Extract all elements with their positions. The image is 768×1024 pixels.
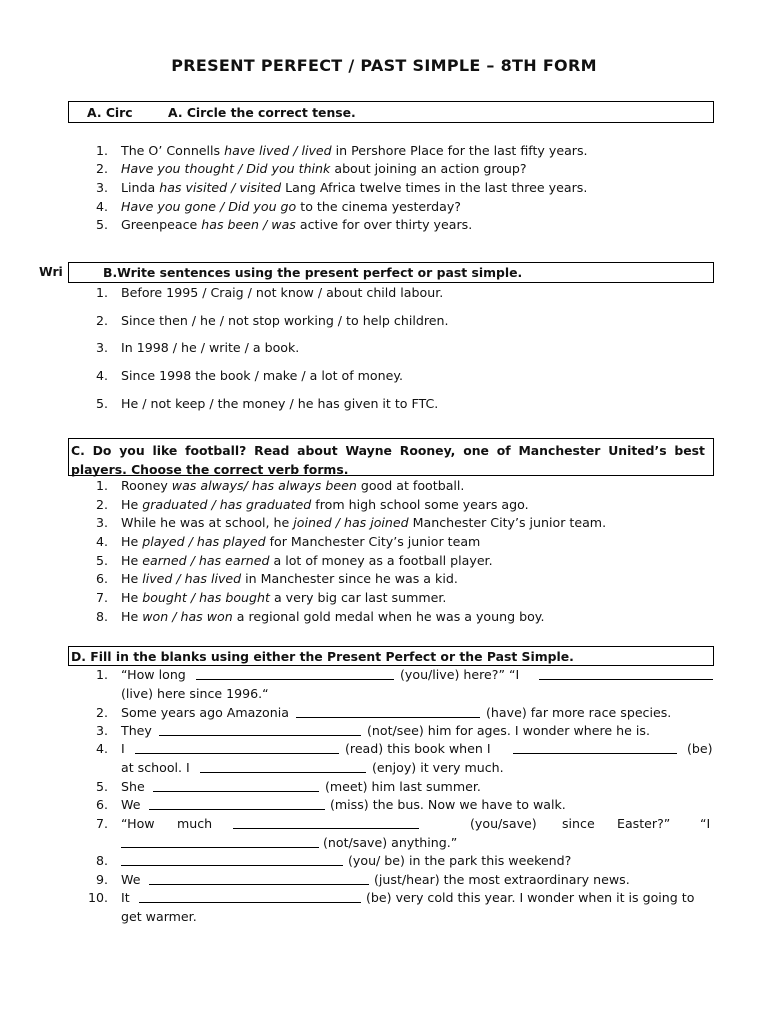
list-item (121, 217, 472, 232)
blank-text: “I (700, 816, 711, 831)
blank-text: I (121, 741, 125, 756)
blank-text: (you/save) (470, 816, 537, 831)
blank-text: We (121, 872, 141, 887)
tense-choice[interactable]: was always/ has always been (171, 478, 357, 493)
item-text: Linda (121, 180, 160, 195)
blank-text: “How long (121, 667, 186, 682)
item-text: While he was at school, he (121, 515, 294, 530)
tense-choice[interactable]: has been / was (201, 217, 296, 232)
blank-text: She (121, 779, 145, 794)
item-number: 1. (95, 143, 108, 158)
item-number: 5. (95, 779, 108, 794)
item-number: 2. (95, 313, 108, 328)
page-title: PRESENT PERFECT / PAST SIMPLE – 8TH FORM (171, 56, 597, 75)
item-text: Lang Africa twelve times in the last three years. (281, 180, 588, 195)
item-number: 2. (95, 705, 108, 720)
item-text: He (121, 497, 143, 512)
tense-choice[interactable]: has visited / visited (159, 180, 282, 195)
answer-blank[interactable] (196, 667, 394, 680)
tense-choice[interactable]: bought / has bought (142, 590, 270, 605)
blank-text: since (562, 816, 595, 831)
tense-choice[interactable]: played / has played (142, 534, 266, 549)
tense-choice[interactable]: won / has won (142, 609, 233, 624)
item-text: The O’ Connells (121, 143, 225, 158)
item-number: 5. (95, 553, 108, 568)
section-d-heading-box (68, 646, 714, 666)
item-text: from high school some years ago. (311, 497, 529, 512)
tense-choice[interactable]: lived / has lived (142, 571, 242, 586)
section-c-heading-box (68, 438, 714, 476)
item-number: 1. (95, 478, 108, 493)
section-a-fragment: A. Circ (87, 105, 133, 120)
item-number: 8. (95, 609, 108, 624)
item-number: 1. (95, 285, 108, 300)
answer-blank[interactable] (149, 797, 325, 810)
answer-blank[interactable] (121, 853, 343, 866)
item-text: Rooney (121, 478, 172, 493)
section-c-heading: C. Do you like football? Read about Wayne Rooney, one of Manchester United’s best players. Choose the correct verb forms. (71, 443, 705, 477)
item-text: Greenpeace (121, 217, 202, 232)
item-number: 2. (95, 497, 108, 512)
item-text: Manchester City’s junior team. (408, 515, 607, 530)
list-item (121, 553, 493, 568)
blank-text: (you/live) here?” “I (400, 667, 520, 682)
item-number: 8. (95, 853, 108, 868)
list-item (121, 590, 446, 605)
blank-text: at school. I (121, 760, 190, 775)
item-number: 4. (95, 368, 108, 383)
item-text: good at football. (356, 478, 465, 493)
blank-text: (just/hear) the most extraordinary news. (374, 872, 630, 887)
item-number: 1. (95, 667, 108, 682)
list-item (121, 571, 458, 586)
list-item (121, 497, 529, 512)
item-number: 6. (95, 571, 108, 586)
section-b-heading-box (68, 262, 714, 283)
blank-text: (meet) him last summer. (325, 779, 481, 794)
list-item (121, 161, 527, 176)
section-b-side-fragment: Wri (39, 264, 63, 279)
answer-blank[interactable] (296, 705, 480, 718)
item-text: in Manchester since he was a kid. (241, 571, 458, 586)
item-number: 3. (95, 515, 108, 530)
item-text: in Pershore Place for the last fifty years. (331, 143, 588, 158)
list-item (121, 143, 588, 158)
answer-blank[interactable] (513, 741, 677, 754)
answer-blank[interactable] (135, 741, 339, 754)
item-number: 5. (95, 396, 108, 411)
blank-text: It (121, 890, 130, 905)
item-number: 4. (95, 741, 108, 756)
item-text: a very big car last summer. (269, 590, 447, 605)
item-number: 9. (95, 872, 108, 887)
item-number: 7. (95, 590, 108, 605)
item-number: 4. (95, 534, 108, 549)
item-number: 7. (95, 816, 108, 831)
answer-blank[interactable] (121, 835, 319, 848)
item-text: a lot of money as a football player. (269, 553, 493, 568)
tense-choice[interactable]: Have you thought / Did you think (121, 161, 331, 176)
list-item: He / not keep / the money / he has given it to FTC. (121, 396, 439, 411)
item-number: 4. (95, 199, 108, 214)
tense-choice[interactable]: Have you gone / Did you go (121, 199, 297, 214)
tense-choice[interactable]: earned / has earned (142, 553, 270, 568)
item-number: 10. (87, 890, 108, 905)
answer-blank[interactable] (153, 779, 319, 792)
blank-text: (read) this book when I (345, 741, 491, 756)
blank-text: (you/ be) in the park this weekend? (348, 853, 572, 868)
list-item: In 1998 / he / write / a book. (121, 340, 300, 355)
blank-text: much (177, 816, 213, 831)
list-item: Since 1998 the book / make / a lot of money. (121, 368, 404, 383)
answer-blank[interactable] (200, 760, 366, 773)
item-text: He (121, 590, 143, 605)
answer-blank[interactable] (233, 816, 419, 829)
answer-blank[interactable] (539, 667, 713, 680)
tense-choice[interactable]: have lived / lived (224, 143, 332, 158)
item-text: He (121, 534, 143, 549)
answer-blank[interactable] (149, 872, 369, 885)
blank-text: (be) (687, 741, 713, 756)
item-number: 6. (95, 797, 108, 812)
item-number: 3. (95, 340, 108, 355)
blank-text: (not/save) anything.” (323, 835, 458, 850)
blank-text: (be) very cold this year. I wonder when it is going to (366, 890, 695, 905)
item-text: a regional gold medal when he was a young boy. (232, 609, 545, 624)
list-item (121, 515, 606, 530)
blank-text: Some years ago Amazonia (121, 705, 289, 720)
item-text: active for over thirty years. (295, 217, 473, 232)
list-item: Since then / he / not stop working / to help children. (121, 313, 449, 328)
list-item (121, 609, 544, 624)
blank-text: (miss) the bus. Now we have to walk. (330, 797, 566, 812)
tense-choice[interactable]: joined / has joined (293, 515, 409, 530)
section-a-heading: A. Circle the correct tense. (168, 105, 356, 120)
blank-text: (have) far more race species. (486, 705, 672, 720)
item-text: for Manchester City’s junior team (265, 534, 481, 549)
blank-text: (enjoy) it very much. (372, 760, 504, 775)
blank-text: (not/see) him for ages. I wonder where he is. (367, 723, 650, 738)
blank-text: (live) here since 1996.“ (121, 686, 269, 701)
blank-text: “How (121, 816, 155, 831)
blank-text: They (121, 723, 152, 738)
list-item: Before 1995 / Craig / not know / about child labour. (121, 285, 444, 300)
answer-blank[interactable] (139, 890, 361, 903)
item-text: to the cinema yesterday? (296, 199, 461, 214)
list-item (121, 199, 461, 214)
section-a-heading-box (68, 101, 714, 123)
item-text: He (121, 609, 143, 624)
list-item (121, 478, 464, 493)
list-item (121, 180, 587, 195)
item-number: 5. (95, 217, 108, 232)
section-d-heading: D. Fill in the blanks using either the Present Perfect or the Past Simple. (71, 649, 574, 664)
item-number: 3. (95, 180, 108, 195)
item-text: He (121, 571, 143, 586)
item-text: He (121, 553, 143, 568)
list-item (121, 534, 480, 549)
item-text: about joining an action group? (330, 161, 527, 176)
blank-text: Easter?” (617, 816, 671, 831)
tense-choice[interactable]: graduated / has graduated (142, 497, 312, 512)
answer-blank[interactable] (159, 723, 361, 736)
item-number: 2. (95, 161, 108, 176)
blank-text: get warmer. (121, 909, 197, 924)
item-number: 3. (95, 723, 108, 738)
section-b-heading: B.Write sentences using the present perfect or past simple. (103, 265, 523, 280)
blank-text: We (121, 797, 141, 812)
